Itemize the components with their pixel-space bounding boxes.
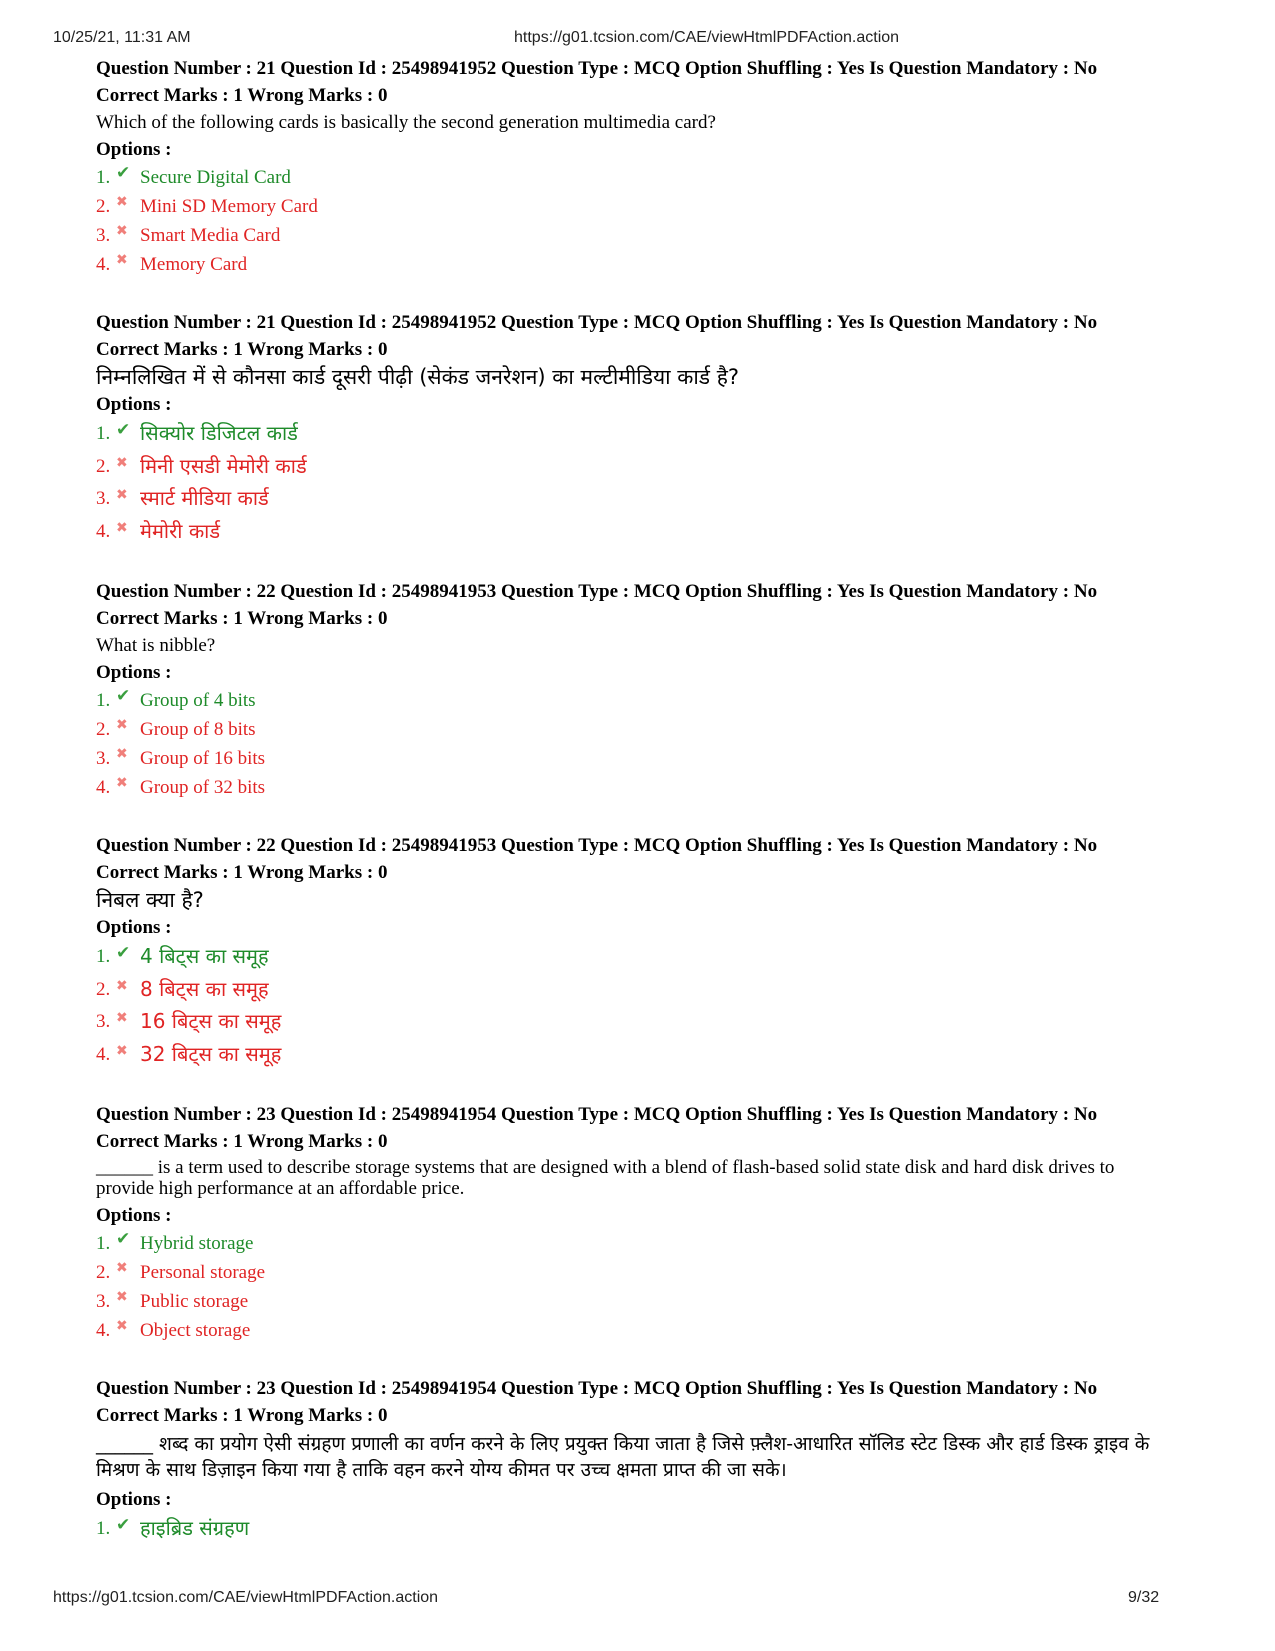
option-item (96, 744, 1176, 773)
option-number: 2. (96, 978, 111, 1000)
option-item (96, 941, 1176, 974)
option-text: Smart Media Card (140, 225, 281, 246)
cross-icon: ✖ (116, 1289, 128, 1305)
question-block (96, 56, 1176, 279)
cross-icon: ✖ (116, 454, 128, 471)
option-text: Object storage (140, 1320, 251, 1341)
cross-icon: ✖ (116, 1318, 128, 1334)
option-item (96, 483, 1176, 516)
check-icon: ✔ (116, 1515, 131, 1535)
option-text: 32 बिट्स का समूह (140, 1041, 282, 1066)
cross-icon: ✖ (116, 519, 128, 536)
option-text: Hybrid storage (140, 1233, 254, 1254)
question-marks: Correct Marks : 1 Wrong Marks : 0 (96, 1130, 388, 1152)
question-block (96, 1376, 1176, 1546)
question-meta: Question Number : 22 Question Id : 25498941953 Question Type : MCQ Option Shuffling : Yes Is Question Mandatory : No (96, 581, 1098, 602)
question-block (96, 833, 1176, 1071)
cross-icon: ✖ (116, 1042, 128, 1059)
question-meta: Question Number : 22 Question Id : 25498941953 Question Type : MCQ Option Shuffling : Yes Is Question Mandatory : No (96, 835, 1098, 856)
option-number: 2. (96, 719, 111, 740)
option-item (96, 1006, 1176, 1039)
option-item (96, 974, 1176, 1007)
option-text: मेमोरी कार्ड (140, 518, 221, 543)
option-number: 4. (96, 777, 111, 798)
question-list (96, 56, 1176, 1546)
cross-icon: ✖ (116, 223, 128, 239)
option-item (96, 250, 1176, 279)
option-number: 4. (96, 254, 111, 275)
option-text: Mini SD Memory Card (140, 196, 318, 217)
option-number: 4. (96, 1320, 111, 1341)
check-icon: ✔ (116, 163, 131, 183)
cross-icon: ✖ (116, 194, 128, 210)
option-item (96, 1513, 1176, 1546)
option-item (96, 451, 1176, 484)
option-item (96, 163, 1176, 192)
question-meta: Question Number : 21 Question Id : 25498941952 Question Type : MCQ Option Shuffling : Yes Is Question Mandatory : No (96, 312, 1098, 333)
option-text: Group of 32 bits (140, 777, 266, 798)
print-header-url: https://g01.tcsion.com/CAE/viewHtmlPDFAction.action (514, 29, 900, 46)
question-block (96, 1102, 1176, 1345)
question-meta: Question Number : 23 Question Id : 25498941954 Question Type : MCQ Option Shuffling : Yes Is Question Mandatory : No (96, 1378, 1098, 1399)
option-text: सिक्योर डिजिटल कार्ड (140, 421, 298, 445)
option-text: मिनी एसडी मेमोरी कार्ड (140, 453, 307, 478)
option-number: 3. (96, 748, 111, 769)
question-text: ______ शब्द का प्रयोग ऐसी संग्रहण प्रणाली का वर्णन करने के लिए प्रयुक्त किया जाता है जिसे फ़्लैश-आधारित सॉलिड स्टेट डिस्क और हार्ड डिस्क ड्राइव के मिश्रण के साथ डिज़ाइन किया गया है ताकि वहन करने योग्य कीमत पर उच्च क्षमता प्राप्त की जा सके। (96, 1433, 1150, 1481)
options-label: Options : (96, 1205, 172, 1226)
options-label: Options : (96, 1489, 172, 1510)
print-footer-url: https://g01.tcsion.com/CAE/viewHtmlPDFAction.action (53, 1589, 439, 1606)
question-marks: Correct Marks : 1 Wrong Marks : 0 (96, 338, 388, 360)
options-label: Options : (96, 394, 172, 415)
option-item (96, 773, 1176, 802)
cross-icon: ✖ (116, 717, 128, 733)
option-text: हाइब्रिड संग्रहण (140, 1516, 250, 1540)
option-text: Public storage (140, 1291, 249, 1312)
option-number: 3. (96, 1291, 111, 1312)
question-text: What is nibble? (96, 635, 216, 656)
option-number: 1. (96, 423, 111, 444)
question-block (96, 579, 1176, 802)
option-number: 1. (96, 167, 111, 188)
option-text: Group of 16 bits (140, 748, 266, 769)
question-marks: Correct Marks : 1 Wrong Marks : 0 (96, 1404, 388, 1426)
question-text: निम्नलिखित में से कौनसा कार्ड दूसरी पीढ़ी (सेकंड जनरेशन) का मल्टीमीडिया कार्ड है? (96, 365, 740, 389)
option-number: 1. (96, 1518, 111, 1539)
cross-icon: ✖ (116, 775, 128, 791)
question-block (96, 310, 1176, 548)
option-number: 2. (96, 196, 111, 217)
option-text: Memory Card (140, 254, 248, 275)
check-icon: ✔ (116, 420, 131, 440)
option-item (96, 1316, 1176, 1345)
option-item (96, 1039, 1176, 1072)
option-number: 3. (96, 225, 111, 246)
options-label: Options : (96, 139, 172, 160)
cross-icon: ✖ (116, 977, 128, 994)
cross-icon: ✖ (116, 746, 128, 762)
question-text: निबल क्या है? (96, 888, 204, 912)
question-meta: Question Number : 21 Question Id : 25498941952 Question Type : MCQ Option Shuffling : Yes Is Question Mandatory : No (96, 58, 1098, 79)
cross-icon: ✖ (116, 1010, 128, 1026)
page-number: 9/32 (1128, 1589, 1160, 1606)
option-number: 3. (96, 488, 111, 509)
option-text: 4 बिट्स का समूह (140, 944, 269, 968)
option-item (96, 1258, 1176, 1287)
options-label: Options : (96, 917, 172, 938)
question-marks: Correct Marks : 1 Wrong Marks : 0 (96, 84, 388, 106)
option-text: Group of 8 bits (140, 719, 256, 740)
question-marks: Correct Marks : 1 Wrong Marks : 0 (96, 861, 388, 883)
question-text: ______ is a term used to describe storage systems that are designed with a blend of flash-based solid state disk and hard disk drives to provide high performance at an affordable price. (96, 1157, 1115, 1199)
option-number: 4. (96, 1043, 111, 1065)
check-icon: ✔ (116, 943, 131, 963)
option-number: 1. (96, 1233, 111, 1254)
option-text: Secure Digital Card (140, 167, 291, 188)
option-text: Group of 4 bits (140, 690, 256, 711)
options-label: Options : (96, 662, 172, 683)
option-text: 16 बिट्स का समूह (140, 1009, 282, 1033)
option-number: 1. (96, 946, 111, 967)
cross-icon: ✖ (116, 252, 128, 268)
option-number: 1. (96, 690, 111, 711)
option-item (96, 418, 1176, 451)
question-marks: Correct Marks : 1 Wrong Marks : 0 (96, 607, 388, 629)
option-item (96, 715, 1176, 744)
option-number: 2. (96, 1262, 111, 1283)
print-datetime: 10/25/21, 11:31 AM (53, 29, 191, 46)
option-number: 3. (96, 1011, 111, 1032)
option-text: Personal storage (140, 1262, 266, 1283)
option-item (96, 686, 1176, 715)
check-icon: ✔ (116, 1229, 131, 1249)
cross-icon: ✖ (116, 487, 128, 503)
option-text: स्मार्ट मीडिया कार्ड (140, 486, 269, 510)
option-item (96, 1229, 1176, 1258)
option-text: 8 बिट्स का समूह (140, 976, 269, 1001)
check-icon: ✔ (116, 686, 131, 706)
option-item (96, 1287, 1176, 1316)
cross-icon: ✖ (116, 1260, 128, 1276)
option-item (96, 192, 1176, 221)
option-item (96, 221, 1176, 250)
option-item (96, 516, 1176, 549)
question-text: Which of the following cards is basically the second generation multimedia card? (96, 112, 716, 133)
option-number: 4. (96, 520, 111, 542)
option-number: 2. (96, 455, 111, 477)
question-meta: Question Number : 23 Question Id : 25498941954 Question Type : MCQ Option Shuffling : Yes Is Question Mandatory : No (96, 1104, 1098, 1125)
